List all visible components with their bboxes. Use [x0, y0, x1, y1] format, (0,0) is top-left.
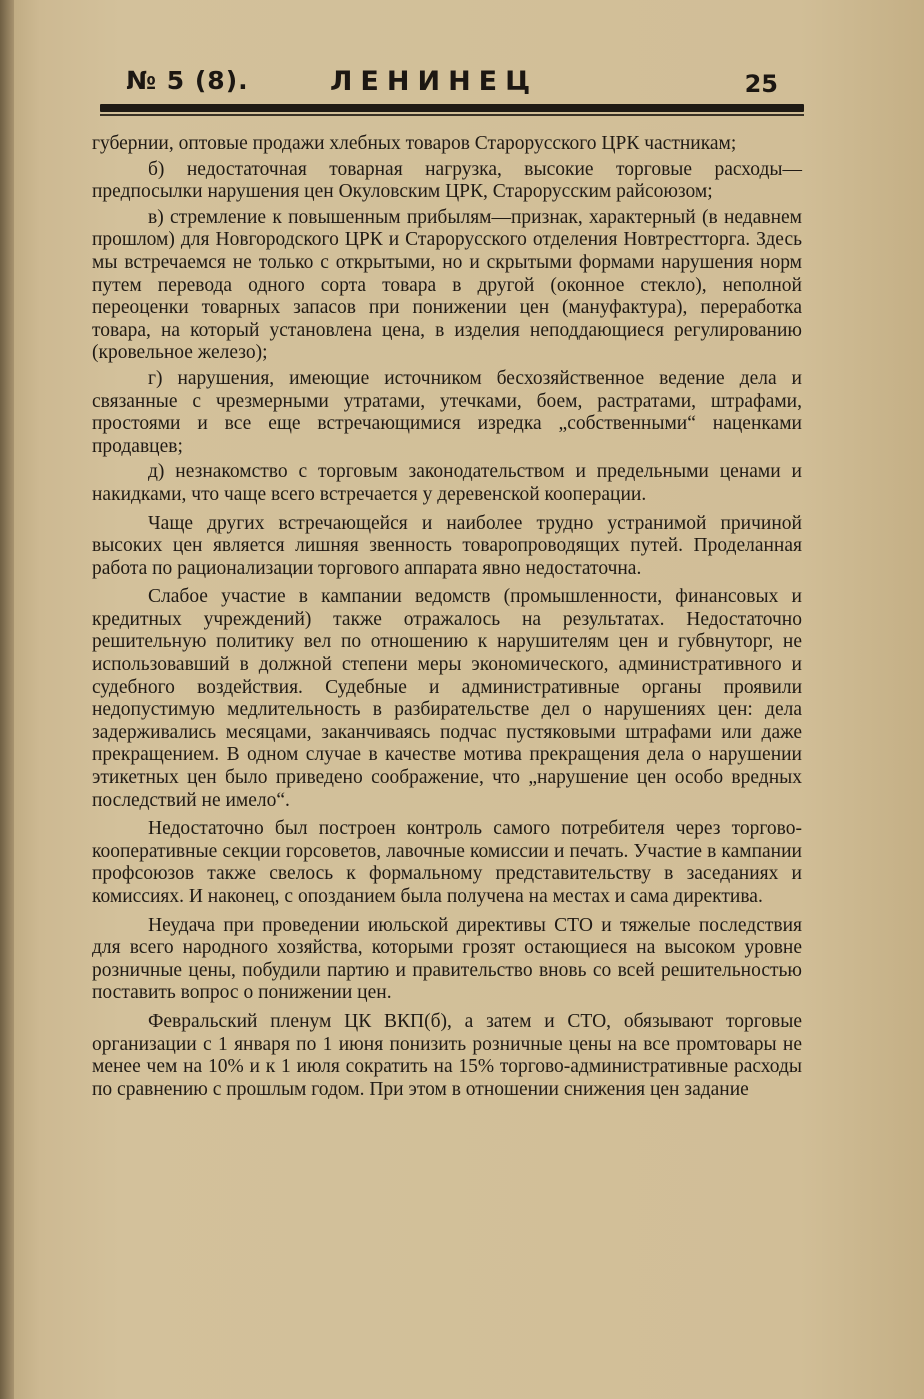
journal-title: ЛЕНИНЕЦ [330, 66, 539, 97]
paragraph: г) нарушения, имеющие источником бесхозяйственное ведение дела и связанные с чрезмерными утратами, утечками, боем, растратами, штрафами, простоями и все еще встречающимися изредка „собственными“ наценками продавцев; [92, 367, 802, 457]
page-number: 25 [744, 70, 778, 98]
header-rule [100, 104, 804, 112]
paragraph: в) стремление к повышенным прибылям—признак, характерный (в недавнем прошлом) для Новгородского ЦРК и Старорусского отделения Новтрестторга. Здесь мы встречаемся не только с открытыми, но и скрытыми формами нарушения норм путем перевода одного сорта товара в другой (оконное стекло), неполной переоценки товарных запасов при понижении цен (мануфактура), переработка товара, на который установлена цена, в изделия неподдающиеся регулированию (кровельное железо); [92, 206, 802, 364]
paragraph: Слабое участие в кампании ведомств (промышленности, финансовых и кредитных учреждений) также отражалось на результатах. Недостаточно решительную политику вел по отношению к нарушителям цен и губвнуторг, не использовавший в должной степени меры экономического, административного и судебного воздействия. Судебные и административные органы проявили недопустимую медлительность в разбирательстве дел о нарушениях цен: дела задерживались месяцами, заканчиваясь подчас пустяковыми штрафами или даже прекращением. В одном случае в качестве мотива прекращения дела о нарушении этикетных цен было приведено соображение, что „нарушение цен особо вредных последствий не имело“. [92, 586, 802, 811]
paragraph: д) незнакомство с торговым законодательством и предельными ценами и накидками, что чаще всего встречается у деревенской кооперации. [92, 461, 802, 505]
paragraph: Неудача при проведении июльской директивы СТО и тяжелые последствия для всего народного хозяйства, которыми грозят остающиеся на высоком уровне розничные цены, побудили партию и правительство вновь со всей решительностью поставить вопрос о понижении цен. [92, 914, 802, 1004]
body-text [92, 133, 802, 1104]
running-header [104, 66, 806, 104]
binding-gutter [0, 0, 14, 1399]
paragraph: губернии, оптовые продажи хлебных товаров Старорусского ЦРК частникам; [92, 133, 737, 154]
paragraph: б) недостаточная товарная нагрузка, высокие торговые расходы—предпосылки нарушения цен Окуловским ЦРК, Старорусским райсоюзом; [92, 158, 802, 203]
paragraph: Февральский пленум ЦК ВКП(б), а затем и СТО, обязывают торговые организации с 1 января по 1 июня понизить розничные цены на все промтовары не менее чем на 10% и к 1 июля сократить на 15% торгово-административные расходы по сравнению с прошлым годом. При этом в отношении снижения цен задание [92, 1010, 802, 1100]
paragraph: Чаще других встречающейся и наиболее трудно устранимой причиной высоких цен является лишняя звенность товаропроводящих путей. Проделанная работа по рационализации торгового аппарата явно недостаточна. [92, 512, 802, 579]
issue-number: № 5 (8). [126, 66, 249, 95]
paragraph: Недостаточно был построен контроль самого потребителя через торгово-кооперативные секции горсоветов, лавочные комиссии и печать. Участие в кампании профсоюзов также свелось к формальному представительству в заседаниях и комиссиях. И наконец, с опозданием была получена на местах и сама директива. [92, 818, 802, 907]
header-rule-thin [100, 114, 804, 116]
